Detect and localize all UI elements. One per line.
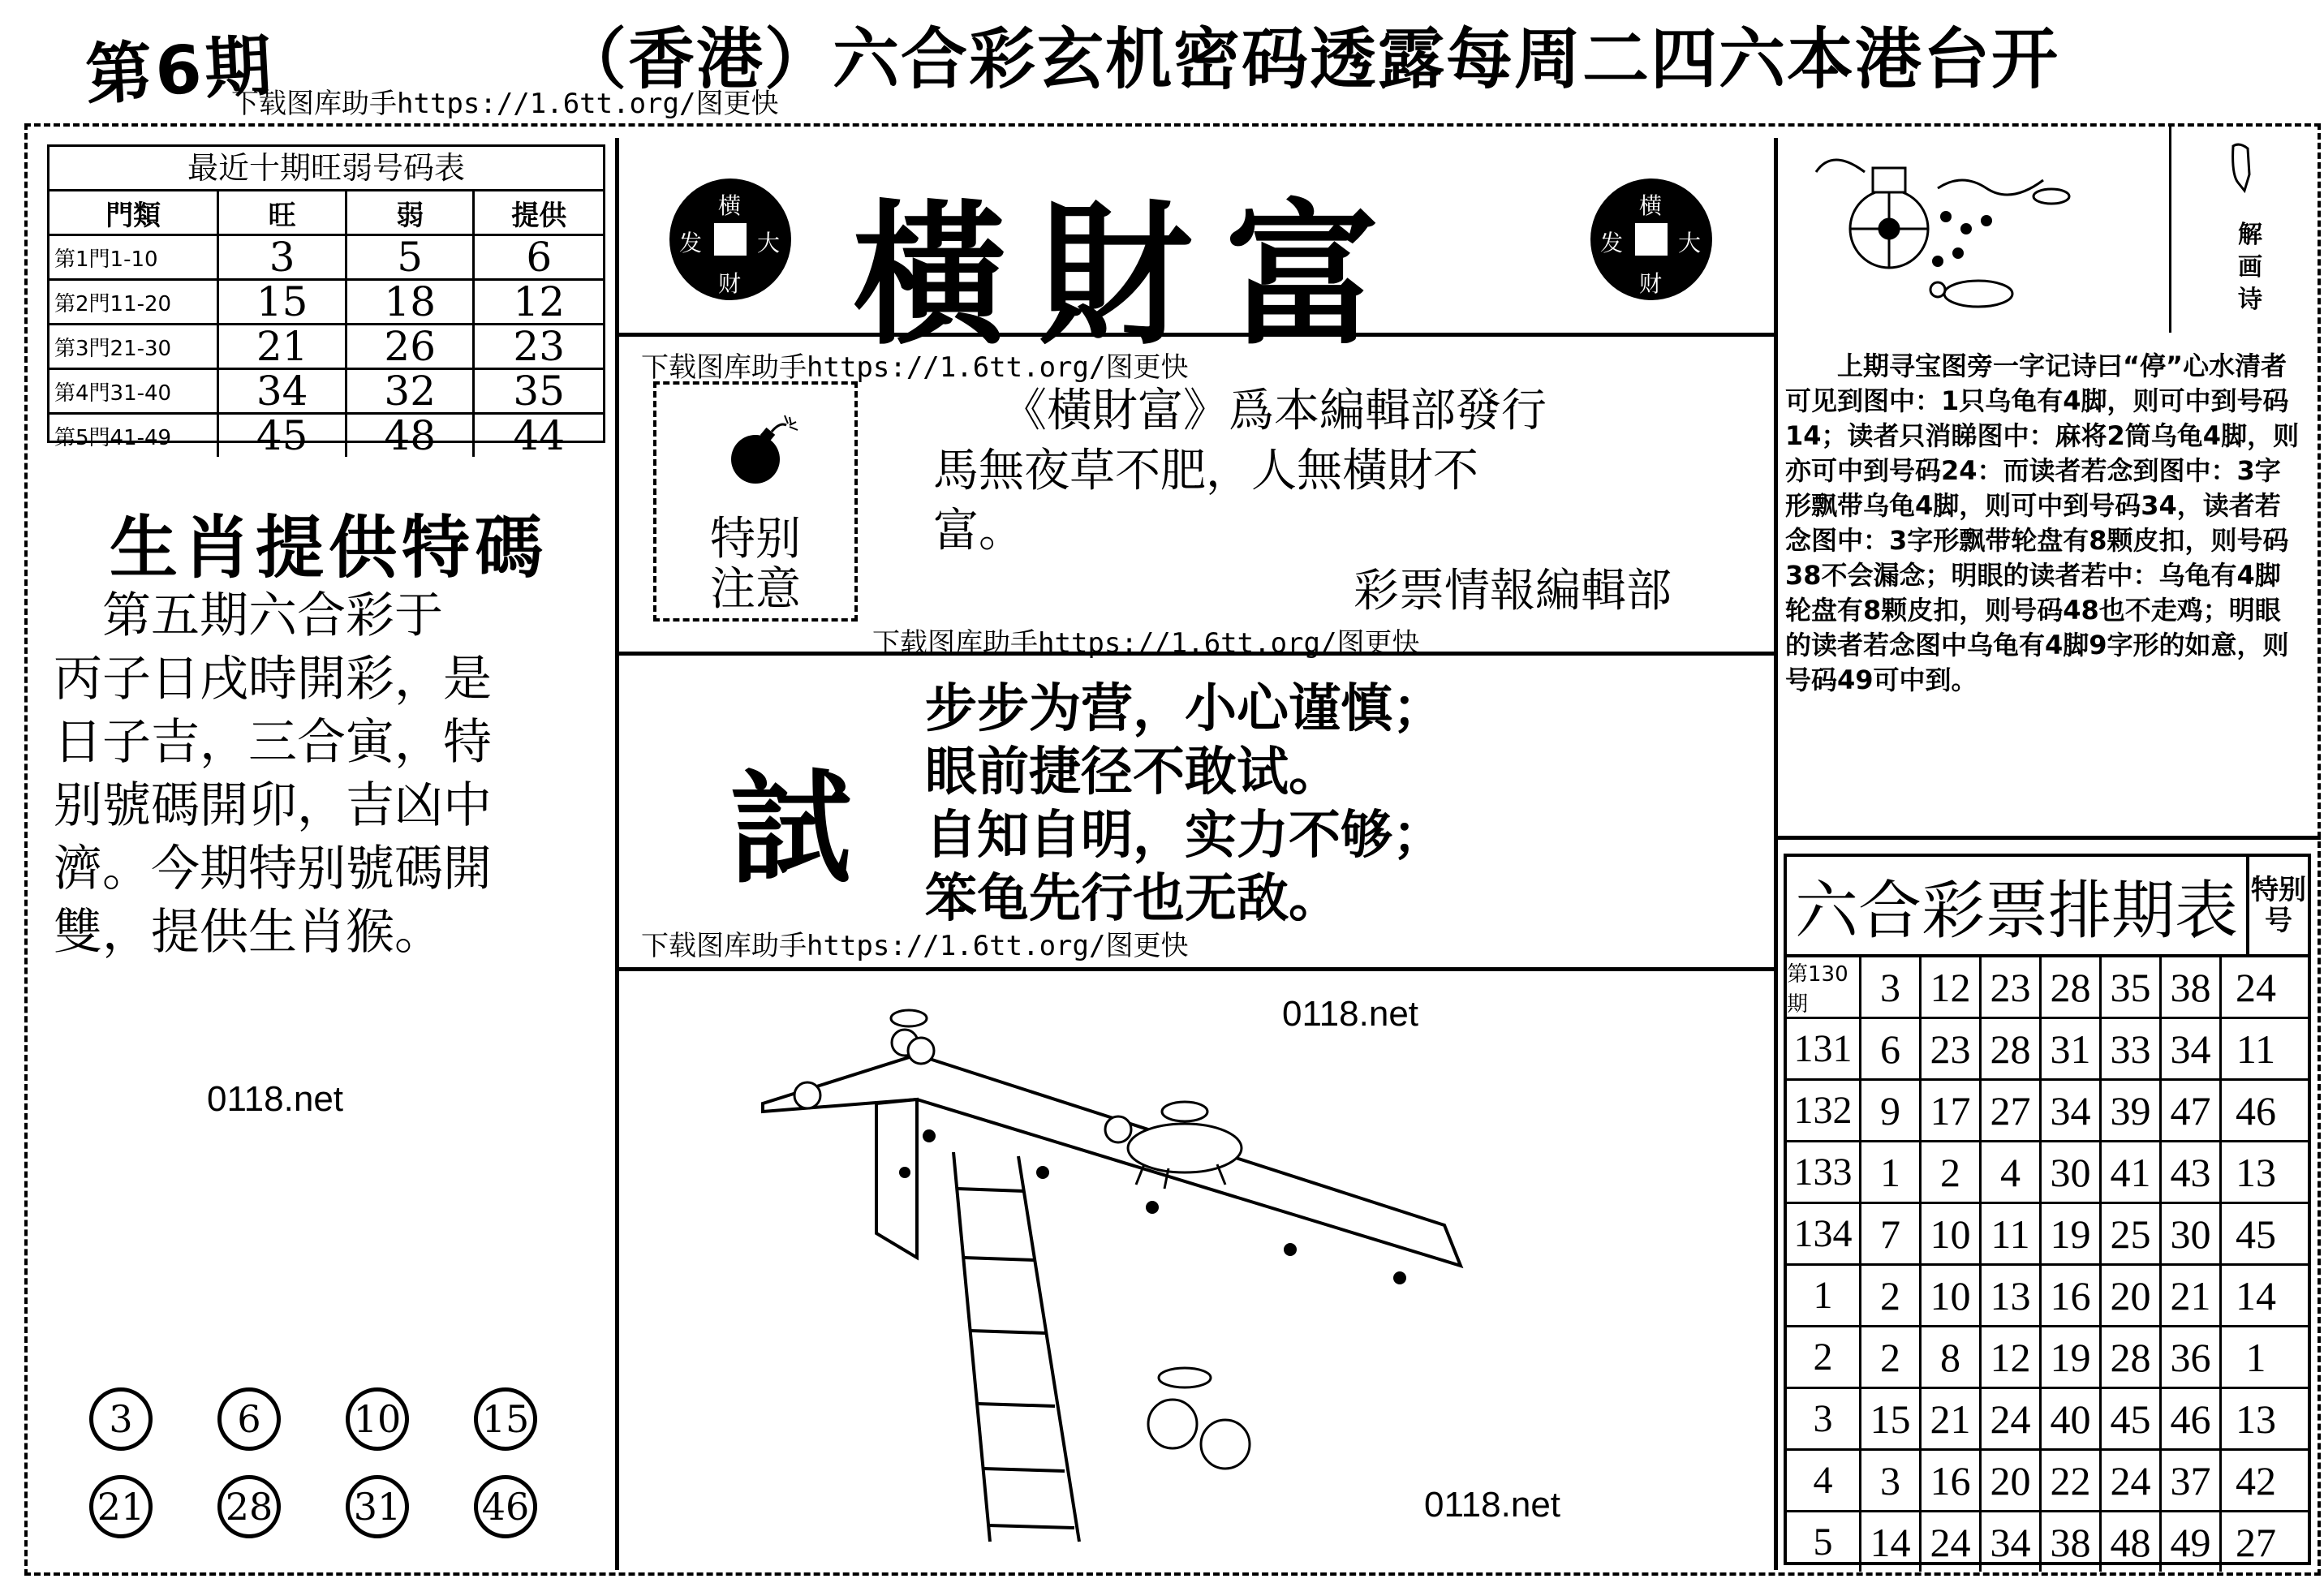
table-cell: 37 xyxy=(2162,1451,2222,1510)
table-row xyxy=(1787,1512,2308,1572)
notice-line: 富。 xyxy=(933,505,1024,557)
special-cell: 1 xyxy=(2245,1334,2266,1380)
seesaw-turtle-illustration xyxy=(730,990,1542,1558)
notice-box xyxy=(653,381,858,622)
table-cell: 15 xyxy=(1861,1389,1922,1448)
table-row xyxy=(49,412,603,459)
row-label: 131 xyxy=(1787,1019,1861,1078)
table-cell: 2 xyxy=(1922,1142,1982,1202)
strength-table xyxy=(47,144,605,459)
table-row xyxy=(49,278,603,325)
table-cell: 20 xyxy=(1982,1451,2042,1510)
number-circle: 28 xyxy=(217,1475,281,1538)
table-cell: 35 xyxy=(2102,957,2162,1017)
watermark-url: 下载图库助手https://1.6tt.org/图更快 xyxy=(641,930,1189,962)
special-cell: 11 xyxy=(2236,1026,2276,1072)
special-cell: 27 xyxy=(2236,1519,2276,1565)
special-cell: 14 xyxy=(2236,1272,2276,1318)
table-cell: 13 xyxy=(1982,1266,2042,1325)
table-cell: 7 xyxy=(1861,1204,1922,1263)
table-cell: 24 xyxy=(1922,1512,1982,1572)
row-label: 5 xyxy=(1787,1512,1861,1572)
special-cell: 24 xyxy=(2236,964,2276,1010)
table-cell: 3 xyxy=(219,236,347,278)
row-label: 1 xyxy=(1787,1266,1861,1325)
table-cell: 28 xyxy=(2042,957,2102,1017)
number-circle: 6 xyxy=(217,1387,281,1451)
table-cell: 46 xyxy=(2162,1389,2222,1448)
table-cell: 48 xyxy=(2102,1512,2162,1572)
table-cell: 38 xyxy=(2042,1512,2102,1572)
special-header: 特别号 xyxy=(2251,874,2306,937)
bomb-icon xyxy=(721,409,803,490)
divider-right xyxy=(1774,138,1778,1570)
zodiac-line: 第五期六合彩于 xyxy=(54,587,443,644)
row-label: 第3門21-30 xyxy=(49,325,219,368)
row-label: 第5門41-49 xyxy=(49,415,219,457)
notice-label: 注意 xyxy=(710,563,801,616)
table-cell: 22 xyxy=(2042,1451,2102,1510)
table-cell: 23 xyxy=(513,323,566,370)
zodiac-line: 别號碼開卯，吉凶中 xyxy=(54,777,492,834)
table-cell: 12 xyxy=(513,278,566,325)
row-label: 132 xyxy=(1787,1081,1861,1140)
publish-notice xyxy=(933,381,1712,622)
table-cell: 19 xyxy=(2042,1204,2102,1263)
table-cell: 26 xyxy=(347,325,476,368)
number-circle: 15 xyxy=(474,1387,537,1451)
zodiac-line: 日子吉，三合寅，特 xyxy=(54,714,492,771)
issue-number: 第6期 xyxy=(84,27,277,115)
zodiac-line: 丙子日戌時開彩，是 xyxy=(54,651,492,708)
row-label: 2 xyxy=(1787,1327,1861,1387)
table-cell: 1 xyxy=(1861,1142,1922,1202)
table-cell: 47 xyxy=(2162,1081,2222,1140)
watermark-url: 下载图库助手https://1.6tt.org/图更快 xyxy=(231,88,779,120)
circled-numbers xyxy=(89,1387,576,1538)
poem-line: 步步为营，小心谨慎； xyxy=(925,679,1444,739)
special-cell: 42 xyxy=(2236,1457,2276,1503)
notice-label: 特别 xyxy=(710,513,801,566)
table-cell: 2 xyxy=(1861,1327,1922,1387)
number-circle: 10 xyxy=(346,1387,409,1451)
table-cell: 4 xyxy=(1982,1142,2042,1202)
table-cell: 34 xyxy=(219,370,347,412)
table-cell: 30 xyxy=(2042,1142,2102,1202)
table-cell: 34 xyxy=(2162,1019,2222,1078)
table-cell: 21 xyxy=(2162,1266,2222,1325)
table-cell: 32 xyxy=(347,370,476,412)
column-header: 門類 xyxy=(49,191,219,234)
table-cell: 23 xyxy=(1922,1019,1982,1078)
table-row xyxy=(1787,1389,2308,1451)
table-cell: 18 xyxy=(347,281,476,323)
table-cell: 43 xyxy=(2162,1142,2222,1202)
try-character: 試 xyxy=(730,757,853,900)
table-row xyxy=(49,236,603,281)
special-cell: 13 xyxy=(2236,1396,2276,1442)
number-circle: 21 xyxy=(89,1475,153,1538)
zodiac-line: 濟。今期特别號碼開 xyxy=(54,841,492,897)
table-cell: 41 xyxy=(2102,1142,2162,1202)
column-header: 提供 xyxy=(511,199,567,232)
special-cell: 46 xyxy=(2236,1087,2276,1133)
table-cell: 6 xyxy=(1861,1019,1922,1078)
row-label: 133 xyxy=(1787,1142,1861,1202)
site-url: 0118.net xyxy=(207,1079,344,1119)
number-circle: 3 xyxy=(89,1387,153,1451)
publisher: 彩票情報編輯部 xyxy=(1354,565,1672,617)
table-cell: 12 xyxy=(1922,957,1982,1017)
special-cell: 13 xyxy=(2236,1149,2276,1195)
headline: （香港）六合彩玄机密码透露每周二四六本港台开 xyxy=(560,21,2060,98)
table-cell: 30 xyxy=(2162,1204,2222,1263)
table-row xyxy=(1787,1142,2308,1204)
poem xyxy=(925,678,1444,931)
column-header: 旺 xyxy=(219,191,347,234)
table-cell: 6 xyxy=(526,234,553,281)
table-row xyxy=(49,370,603,415)
table-cell: 45 xyxy=(219,415,347,457)
watermark-url: 下载图库助手https://1.6tt.org/图更快 xyxy=(872,627,1420,660)
row-label: 第130期 xyxy=(1787,957,1861,1017)
coin-icon: 横 大 财 发 xyxy=(669,179,791,300)
table-row xyxy=(1787,1081,2308,1142)
table-cell: 12 xyxy=(1982,1327,2042,1387)
table-row xyxy=(1787,1204,2308,1266)
divider-right-sections xyxy=(1775,836,2321,840)
site-url: 0118.net xyxy=(1282,994,1419,1034)
pointing-hand-icon xyxy=(2223,142,2264,199)
table-cell: 15 xyxy=(219,281,347,323)
table-cell: 19 xyxy=(2042,1327,2102,1387)
number-circle: 46 xyxy=(474,1475,537,1538)
table-cell: 11 xyxy=(1982,1204,2042,1263)
table-cell: 10 xyxy=(1922,1204,1982,1263)
table-cell: 34 xyxy=(1982,1512,2042,1572)
number-circle: 31 xyxy=(346,1475,409,1538)
table-row xyxy=(1787,1019,2308,1081)
table-cell: 27 xyxy=(1982,1081,2042,1140)
poem-line: 笨龟先行也无敌。 xyxy=(925,869,1341,929)
table-cell: 48 xyxy=(347,415,476,457)
table-cell: 17 xyxy=(1922,1081,1982,1140)
row-label: 4 xyxy=(1787,1451,1861,1510)
table-cell: 16 xyxy=(1922,1451,1982,1510)
table-cell: 39 xyxy=(2102,1081,2162,1140)
riddle-picture-box xyxy=(1784,123,2171,333)
table-cell: 10 xyxy=(1922,1266,1982,1325)
riddle-picture xyxy=(1784,123,2169,333)
table-cell: 31 xyxy=(2042,1019,2102,1078)
table-cell: 33 xyxy=(2102,1019,2162,1078)
column-header: 弱 xyxy=(347,191,476,234)
table-cell: 24 xyxy=(2102,1451,2162,1510)
schedule-table xyxy=(1784,854,2311,1565)
special-cell: 45 xyxy=(2236,1211,2276,1257)
table-cell: 14 xyxy=(1861,1512,1922,1572)
site-url: 0118.net xyxy=(1424,1485,1561,1525)
main-title: 橫財富 xyxy=(852,185,1413,366)
strength-table-header xyxy=(49,191,603,236)
notice-line: 《橫財富》爲本編輯部發行 xyxy=(933,385,1547,437)
row-label: 134 xyxy=(1787,1204,1861,1263)
row-label: 第4門31-40 xyxy=(49,370,219,412)
notice-line: 馬無夜草不肥，人無橫財不 xyxy=(933,445,1478,497)
zodiac-text xyxy=(54,584,597,964)
table-cell: 38 xyxy=(2162,957,2222,1017)
table-cell: 20 xyxy=(2102,1266,2162,1325)
table-row xyxy=(1787,957,2308,1019)
table-cell: 28 xyxy=(2102,1327,2162,1387)
table-row xyxy=(1787,1451,2308,1512)
table-cell: 5 xyxy=(347,236,476,278)
zodiac-title: 生肖提供特碼 xyxy=(110,508,549,587)
divider-poem xyxy=(617,967,1775,971)
table-cell: 16 xyxy=(2042,1266,2102,1325)
row-label: 第2門11-20 xyxy=(49,281,219,323)
riddle-explanation: 上期寻宝图旁一字记诗曰“停”心水清者可见到图中：1只乌龟有4脚，则可中到号码14；读者只消睇图中：麻将2筒乌龟4脚，则亦可中到号码24：而读者若念到图中：3字形飘带乌龟4脚，则可中到号码34，读者若念图中：3字形飘带轮盘有8颗皮扣，则号码38不会漏念；明眼的读者若中：乌龟有4脚轮盘有8颗皮扣，则号码48也不走鸡；明眼的读者若念图中乌龟有4脚9字形的如意，则号码49可中到。 xyxy=(1785,351,2300,695)
table-row xyxy=(49,325,603,370)
table-cell: 2 xyxy=(1861,1266,1922,1325)
divider-left xyxy=(615,138,619,1570)
table-cell: 24 xyxy=(1982,1389,2042,1448)
side-label: 解画诗 xyxy=(2238,221,2262,314)
table-cell: 44 xyxy=(513,412,566,459)
table-cell: 40 xyxy=(2042,1389,2102,1448)
row-label: 3 xyxy=(1787,1389,1861,1448)
table-cell: 28 xyxy=(1982,1019,2042,1078)
schedule-header xyxy=(1787,857,2308,957)
watermark-url: 下载图库助手https://1.6tt.org/图更快 xyxy=(641,351,1189,384)
table-row xyxy=(1787,1327,2308,1389)
schedule-title: 六合彩票排期表 xyxy=(1787,857,2249,954)
table-cell: 3 xyxy=(1861,957,1922,1017)
poem-line: 眼前捷径不敢试。 xyxy=(925,742,1341,802)
table-cell: 45 xyxy=(2102,1389,2162,1448)
table-cell: 25 xyxy=(2102,1204,2162,1263)
table-cell: 3 xyxy=(1861,1451,1922,1510)
table-cell: 23 xyxy=(1982,957,2042,1017)
table-cell: 35 xyxy=(513,368,566,415)
table-cell: 21 xyxy=(219,325,347,368)
table-cell: 49 xyxy=(2162,1512,2222,1572)
table-cell: 9 xyxy=(1861,1081,1922,1140)
table-row xyxy=(1787,1266,2308,1327)
table-cell: 34 xyxy=(2042,1081,2102,1140)
table-cell: 21 xyxy=(1922,1389,1982,1448)
table-cell: 8 xyxy=(1922,1327,1982,1387)
poem-line: 自知自明，实力不够； xyxy=(925,806,1444,866)
zodiac-line: 雙，提供生肖猴。 xyxy=(54,904,443,961)
table-cell: 36 xyxy=(2162,1327,2222,1387)
row-label: 第1門1-10 xyxy=(49,236,219,278)
strength-table-title: 最近十期旺弱号码表 xyxy=(49,147,603,191)
coin-icon: 横 大 财 发 xyxy=(1590,179,1712,300)
